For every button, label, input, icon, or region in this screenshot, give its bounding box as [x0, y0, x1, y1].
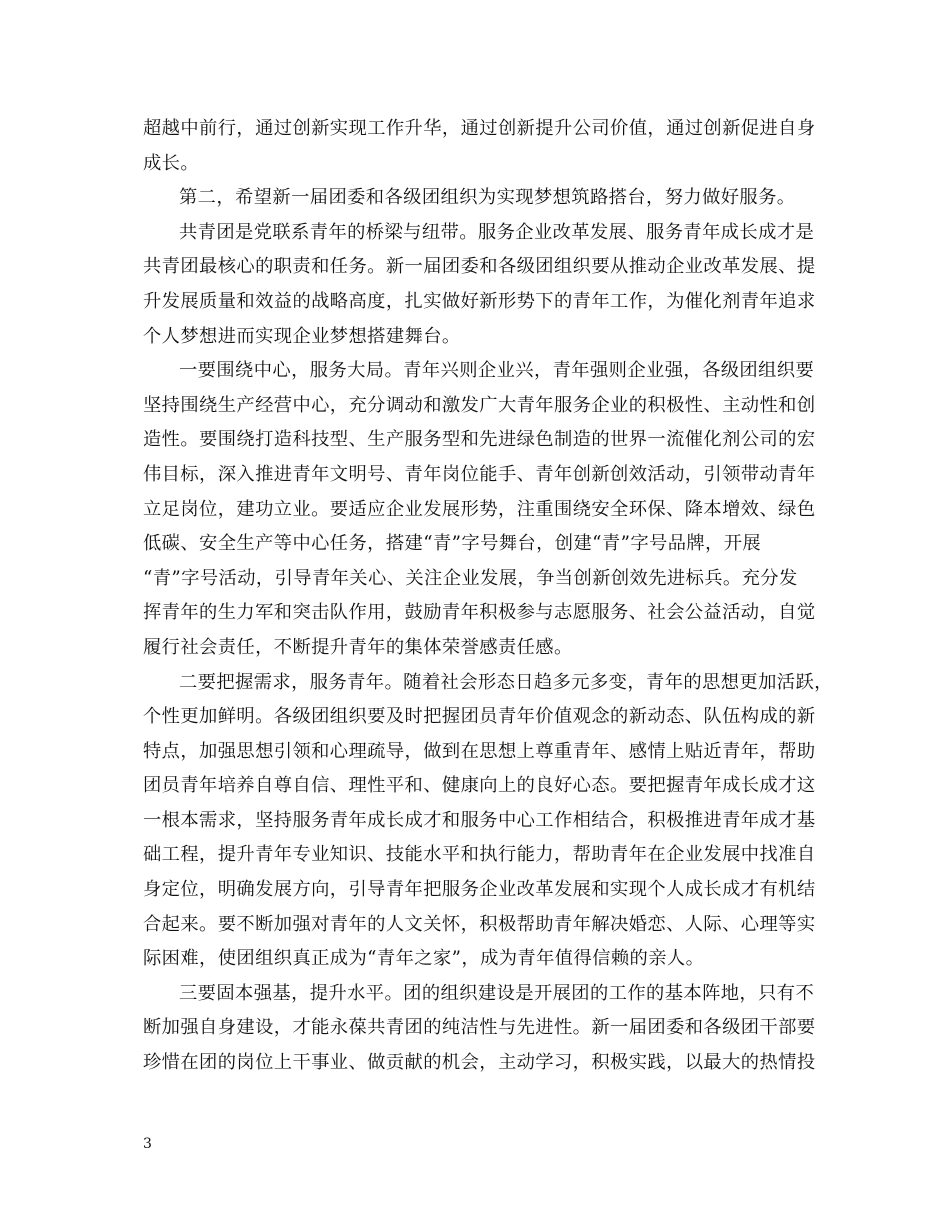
text-line: 伟目标，深入推进青年文明号、青年岗位能手、青年创新创效活动，引领带动青年 [143, 463, 816, 485]
text-line: 成长。 [143, 152, 200, 174]
text-line: 际困难，使团组织真正成为“青年之家”，成为青年值得信赖的亲人。 [143, 948, 705, 970]
text-line: “青”字号活动，引导青年关心、关注企业发展，争当创新创效先进标兵。充分发 [143, 567, 798, 589]
text-line: 个性更加鲜明。各级团组织要及时把握团员青年价值观念的新动态、队伍构成的新 [143, 706, 816, 728]
text-line: 二要把握需求，服务青年。随着社会形态日趋多元多变，青年的思想更加活跃， [179, 671, 833, 693]
text-line: 立足岗位，建功立业。要适应企业发展形势，注重围绕安全环保、降本增效、绿色 [143, 498, 816, 520]
text-line: 第二，希望新一届团委和各级团组织为实现梦想筑路搭台，努力做好服务。 [179, 187, 796, 209]
text-line: 珍惜在团的岗位上干事业、做贡献的机会，主动学习，积极实践，以最大的热情投 [143, 1052, 816, 1074]
text-line: 履行社会责任，不断提升青年的集体荣誉感责任感。 [143, 636, 573, 658]
text-line: 合起来。要不断加强对青年的人文关怀，积极帮助青年解决婚恋、人际、心理等实 [143, 913, 816, 935]
text-line: 身定位，明确发展方向，引导青年把服务企业改革发展和实现个人成长成才有机结 [143, 879, 816, 901]
body-text [143, 112, 833, 1081]
text-line: 造性。要围绕打造科技型、生产服务型和先进绿色制造的世界一流催化剂公司的宏 [143, 429, 816, 451]
text-line: 共青团最核心的职责和任务。新一届团委和各级团组织要从推动企业改革发展、提 [143, 256, 816, 278]
text-line: 低碳、安全生产等中心任务，搭建“青”字号舞台，创建“青”字号品牌，开展 [143, 533, 762, 555]
text-line: 特点，加强思想引领和心理疏导，做到在思想上尊重青年、感情上贴近青年，帮助 [143, 740, 816, 762]
page-number: 3 [143, 1136, 152, 1152]
text-line: 团员青年培养自尊自信、理性平和、健康向上的良好心态。要把握青年成长成才这 [143, 775, 816, 797]
text-line: 挥青年的生力军和突击队作用，鼓励青年积极参与志愿服务、社会公益活动，自觉 [143, 602, 816, 624]
text-line: 断加强自身建设，才能永葆共青团的纯洁性与先进性。新一届团委和各级团干部要 [143, 1017, 816, 1039]
text-line: 共青团是党联系青年的桥梁与纽带。服务企业改革发展、服务青年成长成才是 [179, 221, 815, 243]
text-line: 三要固本强基，提升水平。团的组织建设是开展团的工作的基本阵地，只有不 [179, 982, 815, 1004]
text-line: 础工程，提升青年专业知识、技能水平和执行能力，帮助青年在企业发展中找准自 [143, 844, 816, 866]
text-line: 超越中前行，通过创新实现工作升华，通过创新提升公司价值，通过创新促进自身 [143, 118, 816, 139]
text-line: 个人梦想进而实现企业梦想搭建舞台。 [143, 325, 461, 347]
text-line: 升发展质量和效益的战略高度，扎实做好新形势下的青年工作，为催化剂青年追求 [143, 290, 816, 312]
text-line: 坚持围绕生产经营中心，充分调动和激发广大青年服务企业的积极性、主动性和创 [143, 394, 816, 416]
text-line: 一要围绕中心，服务大局。青年兴则企业兴，青年强则企业强，各级团组织要 [179, 360, 815, 382]
text-line: 一根本需求，坚持服务青年成长成才和服务中心工作相结合，积极推进青年成才基 [143, 809, 816, 831]
